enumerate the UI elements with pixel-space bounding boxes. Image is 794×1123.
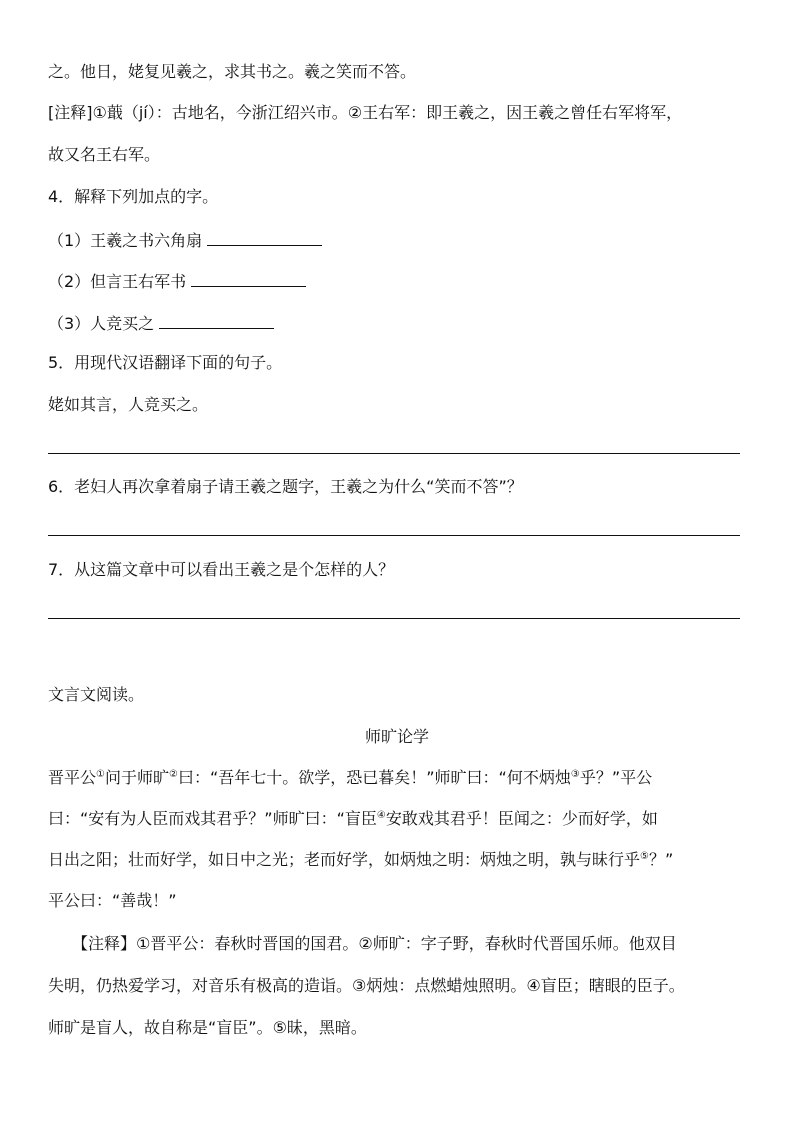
passage2-line-3-a: 日出之阳；壮而好学，如日中之光；老而好学，如炳烛之明：炳烛之明，孰与昧行乎 <box>48 850 641 869</box>
question-4-item-1 <box>48 229 322 251</box>
passage2-notes-line-3: 师旷是盲人，故自称是“盲臣”。⑤昧，黑暗。 <box>48 1018 367 1037</box>
passage-notes-line-1: [注释]①蕺（jí）：古地名，今浙江绍兴市。②王右军：即王羲之，因王羲之曾任右军将军， <box>48 103 683 122</box>
question-4-item-2 <box>48 270 306 292</box>
passage2-line-4: 平公曰：“善哉！” <box>48 891 177 910</box>
question-7-stem: 7．从这篇文章中可以看出王羲之是个怎样的人？ <box>48 560 395 579</box>
passage2-line-1-a: 晋平公 <box>48 768 97 787</box>
passage2-line-3-b: ？” <box>648 850 674 869</box>
passage2-line-2-b: 安敢戏其君乎！臣闻之：少而好学，如 <box>385 809 658 828</box>
passage-ending: 之。他日，姥复见羲之，求其书之。羲之笑而不答。 <box>48 62 417 81</box>
answer-line-5[interactable] <box>48 453 740 454</box>
answer-blank-4-1[interactable] <box>207 229 322 246</box>
question-6-stem: 6．老妇人再次拿着扇子请王羲之题字，王羲之为什么“笑而不答”？ <box>48 477 523 496</box>
note-marker-1: ① <box>96 769 105 780</box>
answer-blank-4-3[interactable] <box>159 312 274 329</box>
passage-notes-line-2: 故又名王右军。 <box>48 145 161 164</box>
passage2-line-1 <box>48 768 652 788</box>
note-marker-4: ④ <box>376 810 386 821</box>
note-marker-3: ③ <box>570 769 580 780</box>
answer-line-7[interactable] <box>48 618 740 619</box>
passage-title: 师旷论学 <box>364 727 429 746</box>
answer-line-6[interactable] <box>48 535 740 536</box>
question-5-stem: 5．用现代汉语翻译下面的句子。 <box>48 353 283 372</box>
question-4-item-3-text: （3）人竞买之 <box>48 314 155 333</box>
passage2-line-2-a: 曰：“安有为人臣而戏其君乎？”师旷曰：“盲臣 <box>48 809 377 828</box>
passage2-notes-line-1: 【注释】①晋平公：春秋时晋国的国君。②师旷：字子野，春秋时代晋国乐师。他双目 <box>72 934 677 953</box>
question-4-item-1-text: （1）王羲之书六角扇 <box>48 231 203 250</box>
passage2-line-3 <box>48 850 673 870</box>
passage2-notes-line-2: 失明，仍热爱学习，对音乐有极高的造诣。③炳烛：点燃蜡烛照明。④盲臣；瞎眼的臣子。 <box>48 976 685 995</box>
passage2-line-2 <box>48 809 658 829</box>
question-4-item-2-text: （2）但言王右军书 <box>48 272 187 291</box>
question-5-sentence: 姥如其言，人竞买之。 <box>48 395 209 414</box>
passage2-line-1-c: 曰：“吾年七十。欲学，恐已暮矣！”师旷曰：“何不炳烛 <box>177 768 571 787</box>
note-marker-5: ⑤ <box>640 851 649 862</box>
passage2-line-1-b: 问于师旷 <box>104 768 169 787</box>
passage2-line-1-d: 乎？”平公 <box>579 768 653 787</box>
question-4-stem: 4．解释下列加点的字。 <box>48 187 219 206</box>
section-label: 文言文阅读。 <box>48 685 145 704</box>
note-marker-2: ② <box>169 769 178 780</box>
answer-blank-4-2[interactable] <box>191 270 306 287</box>
question-4-item-3 <box>48 312 274 334</box>
